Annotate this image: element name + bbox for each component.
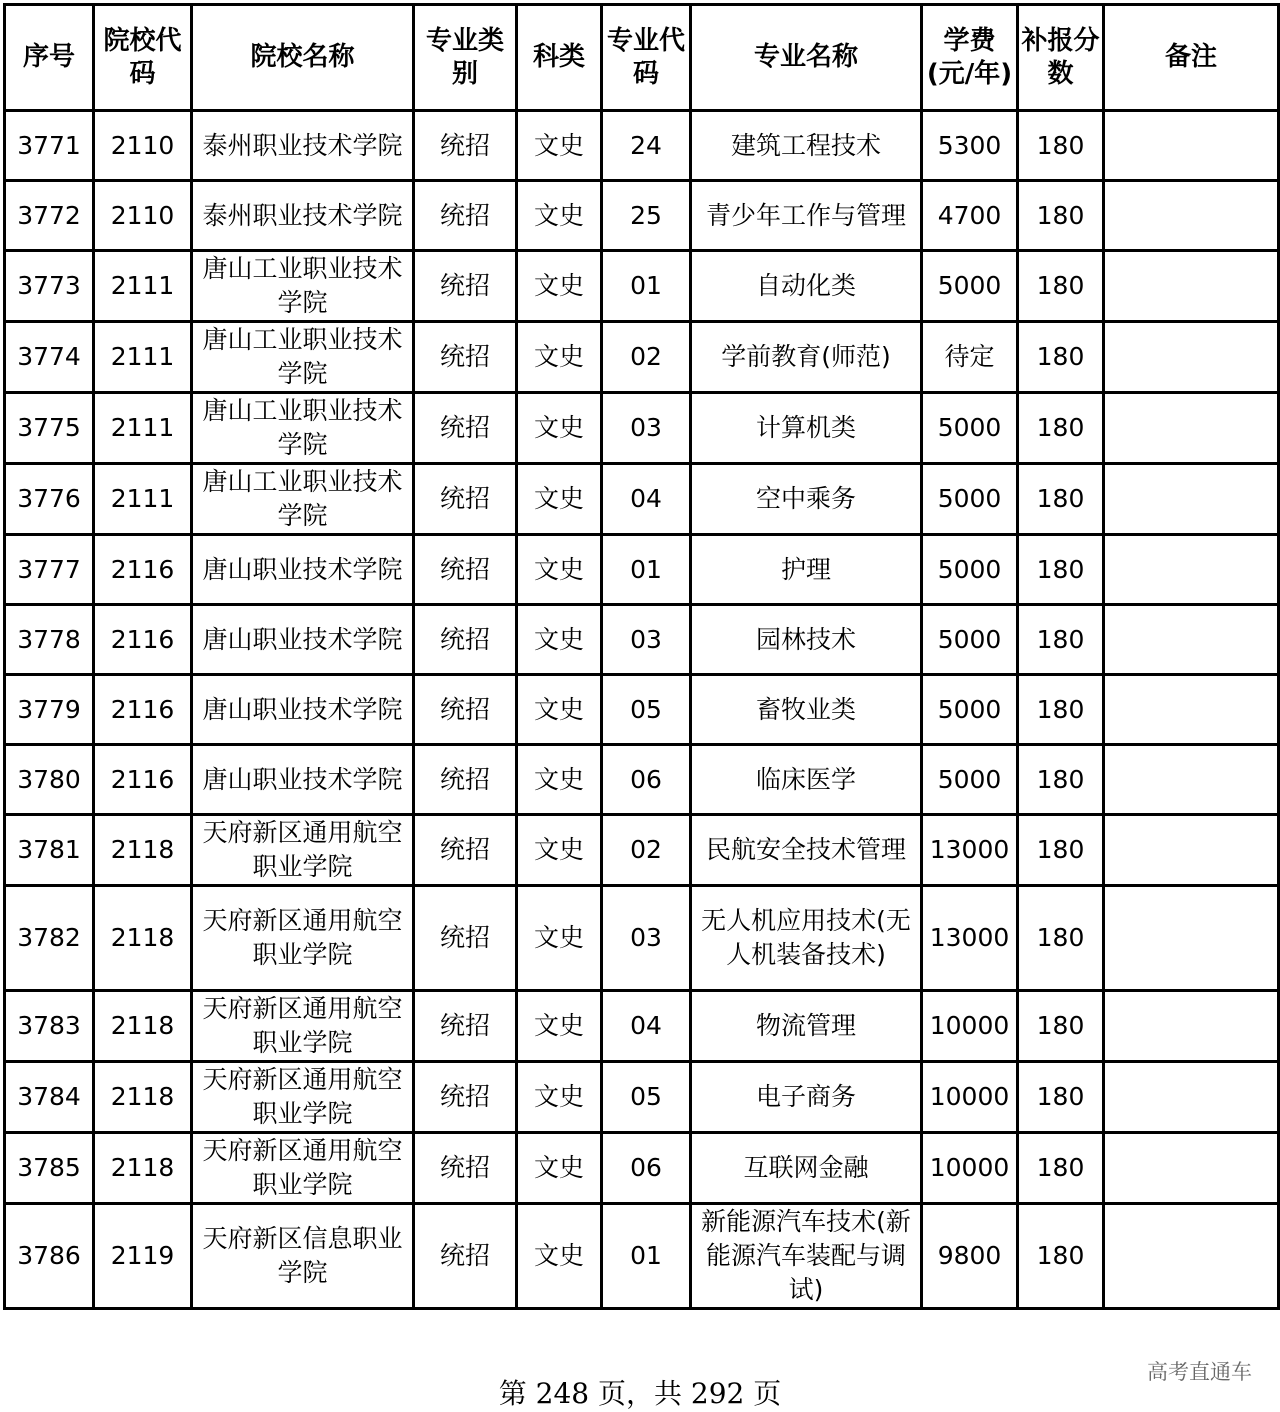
cell-major-type: 统招 [414,111,517,181]
table-row [5,675,1279,745]
cell-school-code: 2116 [94,535,192,605]
cell-min-score: 180 [1018,991,1104,1062]
cell-major-name: 无人机应用技术(无人机装备技术) [691,886,922,991]
cell-fee: 10000 [922,1062,1018,1133]
cell-major-name: 互联网金融 [691,1133,922,1204]
cell-subject: 文史 [517,393,602,464]
cell-major-name: 民航安全技术管理 [691,815,922,886]
cell-note [1104,251,1279,322]
cell-major-code: 03 [602,886,691,991]
cell-min-score: 180 [1018,675,1104,745]
cell-school-name: 唐山职业技术学院 [192,605,414,675]
cell-subject: 文史 [517,181,602,251]
table-row [5,322,1279,393]
cell-min-score: 180 [1018,1204,1104,1309]
table-row [5,535,1279,605]
table-row [5,464,1279,535]
cell-note [1104,605,1279,675]
cell-min-score: 180 [1018,111,1104,181]
cell-note [1104,181,1279,251]
page-number: 第 248 页，共 292 页 [498,1377,782,1410]
cell-major-name: 物流管理 [691,991,922,1062]
cell-note [1104,464,1279,535]
cell-major-type: 统招 [414,675,517,745]
table-row [5,1062,1279,1133]
cell-min-score: 180 [1018,322,1104,393]
cell-school-name: 泰州职业技术学院 [192,111,414,181]
cell-school-code: 2118 [94,815,192,886]
cell-major-name: 学前教育(师范) [691,322,922,393]
cell-major-name: 青少年工作与管理 [691,181,922,251]
cell-seq: 3781 [5,815,94,886]
cell-major-code: 01 [602,251,691,322]
cell-major-code: 06 [602,745,691,815]
header-note: 备注 [1104,5,1279,111]
cell-min-score: 180 [1018,886,1104,991]
cell-major-name: 空中乘务 [691,464,922,535]
cell-fee: 13000 [922,815,1018,886]
header-major-code: 专业代码 [602,5,691,111]
cell-seq: 3786 [5,1204,94,1309]
cell-subject: 文史 [517,886,602,991]
cell-school-code: 2118 [94,1062,192,1133]
cell-fee: 5000 [922,464,1018,535]
cell-major-code: 06 [602,1133,691,1204]
cell-school-code: 2118 [94,886,192,991]
table-row [5,886,1279,991]
cell-major-name: 畜牧业类 [691,675,922,745]
table-row [5,393,1279,464]
cell-note [1104,886,1279,991]
cell-school-code: 2111 [94,464,192,535]
cell-seq: 3772 [5,181,94,251]
cell-seq: 3776 [5,464,94,535]
cell-major-name: 临床医学 [691,745,922,815]
table-row [5,1133,1279,1204]
cell-school-code: 2118 [94,991,192,1062]
cell-subject: 文史 [517,675,602,745]
cell-school-code: 2116 [94,605,192,675]
cell-school-name: 天府新区通用航空职业学院 [192,886,414,991]
cell-seq: 3777 [5,535,94,605]
cell-seq: 3771 [5,111,94,181]
cell-school-code: 2116 [94,745,192,815]
cell-school-name: 唐山工业职业技术学院 [192,322,414,393]
cell-subject: 文史 [517,322,602,393]
cell-fee: 10000 [922,1133,1018,1204]
cell-min-score: 180 [1018,1133,1104,1204]
cell-major-code: 02 [602,815,691,886]
cell-major-type: 统招 [414,181,517,251]
cell-major-type: 统招 [414,464,517,535]
header-fee: 学费(元/年) [922,5,1018,111]
cell-major-type: 统招 [414,393,517,464]
cell-note [1104,1204,1279,1309]
header-school-name: 院校名称 [192,5,414,111]
cell-fee: 5000 [922,745,1018,815]
cell-major-code: 03 [602,393,691,464]
cell-seq: 3775 [5,393,94,464]
table-row [5,745,1279,815]
header-major-name: 专业名称 [691,5,922,111]
cell-major-code: 01 [602,535,691,605]
cell-school-code: 2116 [94,675,192,745]
cell-major-type: 统招 [414,322,517,393]
cell-major-code: 01 [602,1204,691,1309]
cell-subject: 文史 [517,535,602,605]
cell-note [1104,1133,1279,1204]
cell-fee: 5000 [922,535,1018,605]
cell-major-name: 新能源汽车技术(新能源汽车装配与调试) [691,1204,922,1309]
cell-school-name: 天府新区信息职业学院 [192,1204,414,1309]
cell-min-score: 180 [1018,605,1104,675]
cell-seq: 3773 [5,251,94,322]
cell-major-name: 计算机类 [691,393,922,464]
cell-seq: 3780 [5,745,94,815]
cell-major-code: 04 [602,991,691,1062]
cell-major-code: 24 [602,111,691,181]
cell-min-score: 180 [1018,251,1104,322]
cell-school-name: 天府新区通用航空职业学院 [192,1062,414,1133]
cell-school-code: 2111 [94,393,192,464]
cell-fee: 13000 [922,886,1018,991]
cell-subject: 文史 [517,251,602,322]
cell-subject: 文史 [517,1204,602,1309]
cell-school-name: 唐山职业技术学院 [192,535,414,605]
cell-note [1104,1062,1279,1133]
cell-major-code: 04 [602,464,691,535]
cell-major-name: 自动化类 [691,251,922,322]
header-seq: 序号 [5,5,94,111]
cell-fee: 4700 [922,181,1018,251]
cell-major-name: 园林技术 [691,605,922,675]
cell-major-type: 统招 [414,1204,517,1309]
cell-school-name: 唐山工业职业技术学院 [192,393,414,464]
cell-major-name: 护理 [691,535,922,605]
cell-major-type: 统招 [414,815,517,886]
cell-school-name: 泰州职业技术学院 [192,181,414,251]
cell-school-name: 唐山职业技术学院 [192,745,414,815]
cell-school-code: 2110 [94,111,192,181]
cell-note [1104,111,1279,181]
cell-school-name: 天府新区通用航空职业学院 [192,815,414,886]
cell-school-code: 2119 [94,1204,192,1309]
cell-school-name: 唐山职业技术学院 [192,675,414,745]
cell-major-code: 02 [602,322,691,393]
cell-min-score: 180 [1018,464,1104,535]
cell-note [1104,815,1279,886]
table-row [5,815,1279,886]
cell-note [1104,393,1279,464]
cell-fee: 5000 [922,251,1018,322]
cell-fee: 5000 [922,605,1018,675]
cell-note [1104,675,1279,745]
cell-school-code: 2110 [94,181,192,251]
cell-major-type: 统招 [414,745,517,815]
cell-subject: 文史 [517,1062,602,1133]
watermark: 高考直通车 [1147,1360,1252,1384]
table-row [5,181,1279,251]
cell-major-type: 统招 [414,1062,517,1133]
cell-min-score: 180 [1018,745,1104,815]
cell-school-name: 天府新区通用航空职业学院 [192,1133,414,1204]
cell-min-score: 180 [1018,393,1104,464]
cell-subject: 文史 [517,464,602,535]
cell-school-name: 唐山工业职业技术学院 [192,251,414,322]
header-school-code: 院校代码 [94,5,192,111]
cell-fee: 5300 [922,111,1018,181]
cell-note [1104,535,1279,605]
cell-min-score: 180 [1018,181,1104,251]
cell-fee: 5000 [922,393,1018,464]
cell-major-name: 电子商务 [691,1062,922,1133]
cell-subject: 文史 [517,745,602,815]
cell-seq: 3778 [5,605,94,675]
cell-note [1104,322,1279,393]
cell-seq: 3785 [5,1133,94,1204]
cell-note [1104,745,1279,815]
table-row [5,991,1279,1062]
cell-major-type: 统招 [414,991,517,1062]
cell-fee: 9800 [922,1204,1018,1309]
table-row [5,1204,1279,1309]
header-subject: 科类 [517,5,602,111]
cell-school-code: 2118 [94,1133,192,1204]
cell-subject: 文史 [517,605,602,675]
cell-major-type: 统招 [414,1133,517,1204]
cell-fee: 待定 [922,322,1018,393]
cell-school-name: 唐山工业职业技术学院 [192,464,414,535]
cell-seq: 3779 [5,675,94,745]
cell-seq: 3774 [5,322,94,393]
cell-school-code: 2111 [94,251,192,322]
cell-major-code: 25 [602,181,691,251]
cell-major-type: 统招 [414,535,517,605]
cell-school-name: 天府新区通用航空职业学院 [192,991,414,1062]
cell-major-type: 统招 [414,886,517,991]
cell-min-score: 180 [1018,535,1104,605]
cell-major-type: 统招 [414,605,517,675]
cell-min-score: 180 [1018,1062,1104,1133]
cell-major-code: 03 [602,605,691,675]
cell-seq: 3784 [5,1062,94,1133]
cell-major-name: 建筑工程技术 [691,111,922,181]
table-row [5,111,1279,181]
cell-note [1104,991,1279,1062]
header-major-type: 专业类别 [414,5,517,111]
cell-fee: 10000 [922,991,1018,1062]
table-row [5,251,1279,322]
cell-major-type: 统招 [414,251,517,322]
header-row [5,5,1279,111]
cell-fee: 5000 [922,675,1018,745]
header-min-score: 补报分数 [1018,5,1104,111]
cell-min-score: 180 [1018,815,1104,886]
cell-school-code: 2111 [94,322,192,393]
cell-major-code: 05 [602,675,691,745]
cell-subject: 文史 [517,815,602,886]
admission-table [3,3,1280,1310]
cell-seq: 3782 [5,886,94,991]
table-row [5,605,1279,675]
cell-major-code: 05 [602,1062,691,1133]
cell-subject: 文史 [517,1133,602,1204]
cell-seq: 3783 [5,991,94,1062]
cell-subject: 文史 [517,111,602,181]
cell-subject: 文史 [517,991,602,1062]
